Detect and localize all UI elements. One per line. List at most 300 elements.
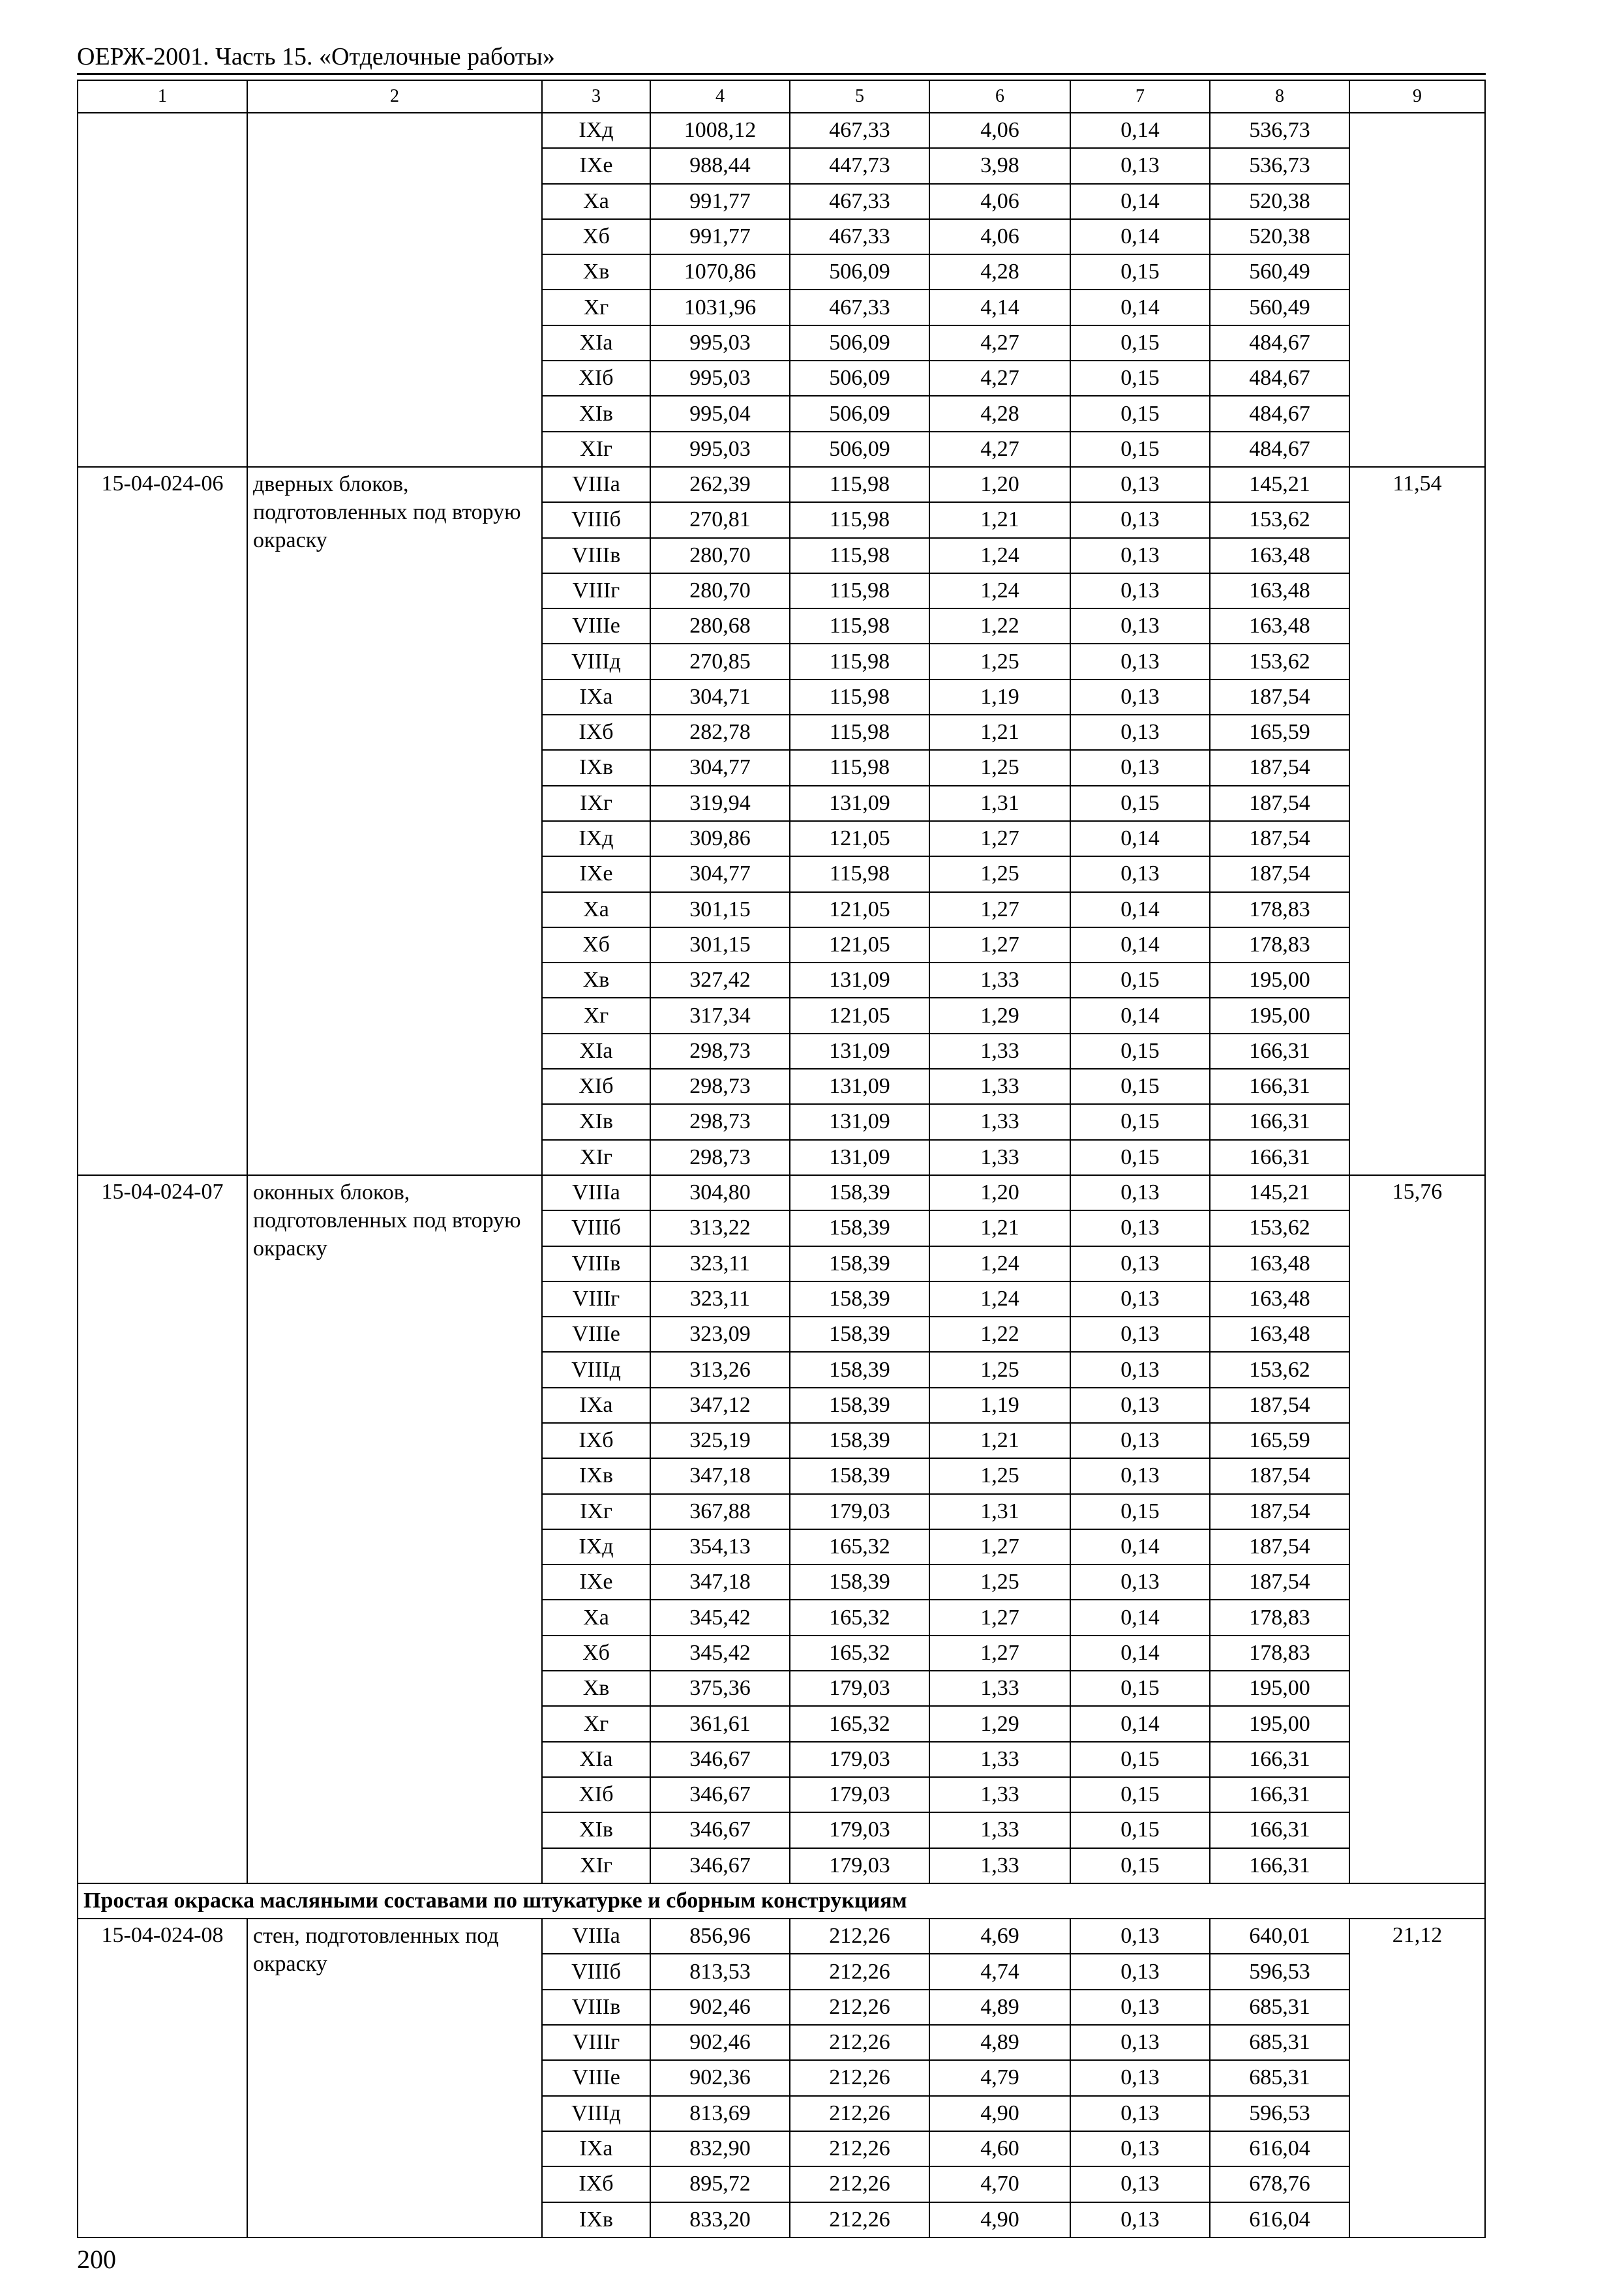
zone-cell: VIIIд [542,1352,650,1387]
zone-cell: XIв [542,1812,650,1848]
value-col7: 0,13 [1070,1281,1210,1317]
value-col8: 536,73 [1210,148,1349,183]
value-col7: 0,14 [1070,1706,1210,1741]
zone-cell: IXг [542,1494,650,1529]
value-col7: 0,15 [1070,361,1210,396]
value-col4: 319,94 [650,786,790,821]
value-col7: 0,13 [1070,148,1210,183]
zone-cell: IXе [542,148,650,183]
zone-cell: Xг [542,1706,650,1741]
value-col5: 467,33 [790,219,929,254]
value-col7: 0,13 [1070,1210,1210,1246]
value-col5: 121,05 [790,821,929,856]
table-row [78,1175,1485,1210]
value-col7: 0,13 [1070,2202,1210,2237]
value-col7: 0,13 [1070,1919,1210,1954]
value-col7: 0,13 [1070,2166,1210,2202]
value-col5: 115,98 [790,467,929,502]
work-description [247,113,542,467]
rate-code: 15-04-024-07 [78,1175,247,1883]
value-col7: 0,13 [1070,538,1210,573]
value-col6: 1,27 [929,821,1070,856]
column-number: 1 [78,80,247,113]
value-col7: 0,13 [1070,502,1210,537]
value-col4: 282,78 [650,715,790,750]
value-col8: 685,31 [1210,1990,1349,2025]
value-col4: 345,42 [650,1636,790,1671]
value-col5: 115,98 [790,502,929,537]
value-col4: 313,26 [650,1352,790,1387]
value-col5: 158,39 [790,1423,929,1458]
value-col8: 166,31 [1210,1812,1349,1848]
value-col6: 1,31 [929,786,1070,821]
value-col6: 1,25 [929,856,1070,891]
value-col8: 187,54 [1210,1564,1349,1600]
value-col4: 902,46 [650,2025,790,2060]
value-col7: 0,13 [1070,644,1210,679]
zone-cell: IXд [542,821,650,856]
page-header: ОЕРЖ-2001. Часть 15. «Отделочные работы» [77,43,555,70]
value-col5: 121,05 [790,892,929,927]
value-col8: 153,62 [1210,1352,1349,1387]
column-number: 4 [650,80,790,113]
value-col6: 1,24 [929,573,1070,608]
value-col4: 270,81 [650,502,790,537]
zone-cell: Xв [542,254,650,290]
value-col5: 467,33 [790,290,929,325]
zone-cell: VIIIа [542,1919,650,1954]
value-col6: 1,33 [929,1034,1070,1069]
zone-cell: Xб [542,1636,650,1671]
zone-cell: XIа [542,1742,650,1777]
value-col8: 187,54 [1210,1529,1349,1564]
value-col8: 596,53 [1210,1954,1349,1989]
column-number: 2 [247,80,542,113]
value-col8: 520,38 [1210,219,1349,254]
value-col5: 179,03 [790,1848,929,1883]
value-col6: 1,20 [929,467,1070,502]
value-col7: 0,15 [1070,254,1210,290]
value-col4: 262,39 [650,467,790,502]
value-col7: 0,15 [1070,1494,1210,1529]
value-col6: 1,24 [929,538,1070,573]
value-col5: 158,39 [790,1281,929,1317]
value-col8: 165,59 [1210,1423,1349,1458]
value-col8: 195,00 [1210,1706,1349,1741]
value-col8: 163,48 [1210,1281,1349,1317]
rate-code: 15-04-024-06 [78,467,247,1175]
value-col7: 0,15 [1070,1034,1210,1069]
value-col4: 1070,86 [650,254,790,290]
value-col8: 166,31 [1210,1742,1349,1777]
value-col7: 0,13 [1070,1388,1210,1423]
value-col5: 158,39 [790,1175,929,1210]
value-col8: 145,21 [1210,467,1349,502]
value-col6: 1,25 [929,750,1070,785]
zone-cell: IXа [542,2131,650,2166]
value-col7: 0,14 [1070,927,1210,963]
zone-cell: VIIIе [542,608,650,644]
value-col4: 346,67 [650,1848,790,1883]
value-col8: 166,31 [1210,1777,1349,1812]
value-col7: 0,13 [1070,1175,1210,1210]
zone-cell: IXа [542,1388,650,1423]
value-col4: 995,03 [650,325,790,361]
zone-cell: VIIIд [542,2096,650,2131]
value-col7: 0,13 [1070,1954,1210,1989]
column-number: 6 [929,80,1070,113]
value-col6: 4,70 [929,2166,1070,2202]
value-col4: 298,73 [650,1069,790,1104]
value-col7: 0,14 [1070,290,1210,325]
value-col7: 0,13 [1070,2096,1210,2131]
value-col5: 131,09 [790,963,929,998]
value-col5: 115,98 [790,680,929,715]
value-col8: 195,00 [1210,1671,1349,1706]
value-col5: 115,98 [790,856,929,891]
value-col8: 153,62 [1210,502,1349,537]
value-col4: 375,36 [650,1671,790,1706]
value-col6: 4,60 [929,2131,1070,2166]
value-col6: 1,19 [929,680,1070,715]
value-col6: 1,19 [929,1388,1070,1423]
value-col5: 212,26 [790,2060,929,2095]
table-row [78,1919,1485,1954]
value-col7: 0,14 [1070,1600,1210,1635]
zone-cell: VIIIд [542,644,650,679]
zone-cell: VIIIг [542,573,650,608]
value-col4: 280,68 [650,608,790,644]
value-col8: 560,49 [1210,254,1349,290]
zone-cell: IXд [542,1529,650,1564]
zone-cell: VIIIе [542,1317,650,1352]
value-col7: 0,13 [1070,2131,1210,2166]
zone-cell: IXа [542,680,650,715]
value-col6: 1,29 [929,1706,1070,1741]
value-col5: 179,03 [790,1812,929,1848]
value-col7: 0,15 [1070,396,1210,431]
value-col4: 304,80 [650,1175,790,1210]
value-col6: 1,33 [929,1848,1070,1883]
value-col4: 304,71 [650,680,790,715]
value-col6: 1,21 [929,1210,1070,1246]
value-col8: 596,53 [1210,2096,1349,2131]
value-col6: 1,21 [929,715,1070,750]
value-col5: 506,09 [790,432,929,467]
zone-cell: XIб [542,1777,650,1812]
value-col5: 131,09 [790,1034,929,1069]
value-col6: 4,90 [929,2096,1070,2131]
value-col4: 832,90 [650,2131,790,2166]
zone-cell: VIIIб [542,1210,650,1246]
value-col5: 165,32 [790,1529,929,1564]
value-col4: 270,85 [650,644,790,679]
value-col6: 1,27 [929,1636,1070,1671]
value-col4: 895,72 [650,2166,790,2202]
zone-cell: XIа [542,1034,650,1069]
value-col6: 1,33 [929,1104,1070,1139]
value-col6: 4,06 [929,113,1070,148]
value-col7: 0,14 [1070,1529,1210,1564]
value-col8: 163,48 [1210,608,1349,644]
value-col7: 0,15 [1070,432,1210,467]
value-col6: 4,90 [929,2202,1070,2237]
section-heading-row [78,1883,1485,1919]
value-col5: 158,39 [790,1564,929,1600]
column-number-row [78,80,1485,113]
section-heading: Простая окраска масляными составами по штукатурке и сборным конструкциям [78,1883,1485,1919]
value-col8: 187,54 [1210,786,1349,821]
value-col8: 195,00 [1210,963,1349,998]
value-col8: 616,04 [1210,2202,1349,2237]
value-col8: 484,67 [1210,432,1349,467]
value-col4: 317,34 [650,998,790,1033]
column-number: 5 [790,80,929,113]
value-col5: 158,39 [790,1317,929,1352]
value-col6: 1,27 [929,927,1070,963]
value-col4: 1008,12 [650,113,790,148]
value-col4: 346,67 [650,1742,790,1777]
value-col6: 4,74 [929,1954,1070,1989]
value-col6: 4,27 [929,432,1070,467]
value-col7: 0,13 [1070,715,1210,750]
value-col6: 1,25 [929,1564,1070,1600]
zone-cell: VIIIг [542,2025,650,2060]
value-col7: 0,13 [1070,608,1210,644]
value-col4: 309,86 [650,821,790,856]
value-col6: 1,24 [929,1246,1070,1281]
value-col7: 0,13 [1070,573,1210,608]
value-col9: 21,12 [1349,1919,1485,2237]
value-col4: 991,77 [650,184,790,219]
value-col6: 1,33 [929,1140,1070,1175]
zone-cell: IXб [542,2166,650,2202]
value-col7: 0,15 [1070,1069,1210,1104]
value-col7: 0,13 [1070,1458,1210,1493]
value-col8: 163,48 [1210,538,1349,573]
header-rule [77,73,1486,75]
value-col5: 115,98 [790,644,929,679]
value-col8: 560,49 [1210,290,1349,325]
value-col6: 1,22 [929,1317,1070,1352]
value-col6: 1,27 [929,892,1070,927]
value-col4: 902,36 [650,2060,790,2095]
value-col5: 212,26 [790,1990,929,2025]
value-col5: 212,26 [790,2202,929,2237]
value-col6: 4,27 [929,361,1070,396]
value-col8: 640,01 [1210,1919,1349,1954]
value-col4: 367,88 [650,1494,790,1529]
zone-cell: VIIIв [542,1246,650,1281]
value-col5: 179,03 [790,1671,929,1706]
value-col6: 4,28 [929,396,1070,431]
value-col4: 327,42 [650,963,790,998]
value-col9: 15,76 [1349,1175,1485,1883]
column-number: 8 [1210,80,1349,113]
zone-cell: IXе [542,856,650,891]
rates-table [77,80,1486,2238]
value-col6: 1,25 [929,644,1070,679]
value-col4: 856,96 [650,1919,790,1954]
value-col6: 3,98 [929,148,1070,183]
value-col8: 536,73 [1210,113,1349,148]
value-col5: 158,39 [790,1458,929,1493]
value-col6: 1,25 [929,1352,1070,1387]
value-col8: 484,67 [1210,325,1349,361]
value-col4: 323,09 [650,1317,790,1352]
value-col5: 115,98 [790,715,929,750]
value-col8: 187,54 [1210,680,1349,715]
value-col8: 520,38 [1210,184,1349,219]
value-col4: 354,13 [650,1529,790,1564]
zone-cell: IXб [542,715,650,750]
value-col5: 115,98 [790,608,929,644]
value-col4: 304,77 [650,856,790,891]
value-col7: 0,15 [1070,1812,1210,1848]
value-col8: 178,83 [1210,1636,1349,1671]
zone-cell: VIIIе [542,2060,650,2095]
value-col6: 1,33 [929,1742,1070,1777]
value-col6: 1,33 [929,1777,1070,1812]
zone-cell: Xб [542,219,650,254]
value-col4: 298,73 [650,1140,790,1175]
rate-code [78,113,247,467]
value-col4: 323,11 [650,1281,790,1317]
value-col6: 4,79 [929,2060,1070,2095]
value-col6: 1,24 [929,1281,1070,1317]
value-col4: 313,22 [650,1210,790,1246]
zone-cell: VIIIв [542,538,650,573]
value-col4: 347,18 [650,1458,790,1493]
zone-cell: VIIIг [542,1281,650,1317]
value-col5: 158,39 [790,1352,929,1387]
value-col5: 212,26 [790,2096,929,2131]
value-col5: 165,32 [790,1636,929,1671]
value-col5: 165,32 [790,1600,929,1635]
value-col8: 153,62 [1210,644,1349,679]
value-col6: 1,22 [929,608,1070,644]
value-col7: 0,14 [1070,892,1210,927]
value-col4: 1031,96 [650,290,790,325]
zone-cell: Xв [542,963,650,998]
column-number: 3 [542,80,650,113]
value-col5: 179,03 [790,1777,929,1812]
value-col9: 11,54 [1349,467,1485,1175]
value-col7: 0,13 [1070,2060,1210,2095]
zone-cell: XIг [542,1848,650,1883]
value-col6: 1,21 [929,1423,1070,1458]
value-col5: 131,09 [790,1140,929,1175]
value-col7: 0,15 [1070,325,1210,361]
value-col8: 178,83 [1210,1600,1349,1635]
value-col5: 506,09 [790,396,929,431]
table-row [78,113,1485,148]
value-col7: 0,13 [1070,680,1210,715]
zone-cell: IXв [542,1458,650,1493]
zone-cell: Xа [542,1600,650,1635]
value-col7: 0,13 [1070,1990,1210,2025]
value-col7: 0,15 [1070,963,1210,998]
value-col5: 506,09 [790,325,929,361]
zone-cell: Xв [542,1671,650,1706]
value-col5: 447,73 [790,148,929,183]
value-col6: 4,89 [929,2025,1070,2060]
column-number: 7 [1070,80,1210,113]
value-col8: 187,54 [1210,856,1349,891]
value-col6: 4,06 [929,184,1070,219]
zone-cell: XIб [542,361,650,396]
work-description: дверных блоков, подготовленных под вторую окраску [247,467,542,1175]
value-col8: 153,62 [1210,1210,1349,1246]
value-col5: 115,98 [790,573,929,608]
value-col5: 212,26 [790,1919,929,1954]
value-col4: 995,04 [650,396,790,431]
value-col6: 1,20 [929,1175,1070,1210]
value-col6: 1,29 [929,998,1070,1033]
value-col5: 179,03 [790,1742,929,1777]
value-col4: 991,77 [650,219,790,254]
page-number: 200 [77,2245,116,2274]
zone-cell: XIг [542,432,650,467]
value-col8: 163,48 [1210,1317,1349,1352]
value-col7: 0,13 [1070,1352,1210,1387]
value-col6: 1,33 [929,1671,1070,1706]
value-col6: 1,27 [929,1600,1070,1635]
zone-cell: IXд [542,113,650,148]
zone-cell: VIIIб [542,1954,650,1989]
value-col8: 187,54 [1210,1494,1349,1529]
value-col4: 301,15 [650,927,790,963]
table-body [78,80,1485,2237]
zone-cell: XIб [542,1069,650,1104]
zone-cell: VIIIб [542,502,650,537]
value-col8: 165,59 [1210,715,1349,750]
value-col4: 995,03 [650,432,790,467]
value-col4: 304,77 [650,750,790,785]
value-col7: 0,15 [1070,1671,1210,1706]
zone-cell: XIа [542,325,650,361]
value-col6: 1,27 [929,1529,1070,1564]
value-col8: 187,54 [1210,821,1349,856]
value-col4: 325,19 [650,1423,790,1458]
value-col8: 484,67 [1210,396,1349,431]
value-col5: 131,09 [790,1104,929,1139]
value-col6: 4,06 [929,219,1070,254]
value-col7: 0,15 [1070,1140,1210,1175]
value-col4: 347,18 [650,1564,790,1600]
value-col7: 0,13 [1070,1423,1210,1458]
value-col8: 685,31 [1210,2025,1349,2060]
value-col5: 467,33 [790,184,929,219]
zone-cell: Xб [542,927,650,963]
value-col4: 902,46 [650,1990,790,2025]
value-col4: 347,12 [650,1388,790,1423]
value-col5: 121,05 [790,927,929,963]
work-description: оконных блоков, подготовленных под вторую окраску [247,1175,542,1883]
value-col5: 212,26 [790,1954,929,1989]
value-col5: 212,26 [790,2025,929,2060]
zone-cell: VIIIа [542,1175,650,1210]
value-col7: 0,13 [1070,467,1210,502]
value-col5: 158,39 [790,1210,929,1246]
value-col5: 131,09 [790,1069,929,1104]
value-col6: 4,14 [929,290,1070,325]
value-col6: 1,25 [929,1458,1070,1493]
zone-cell: VIIIа [542,467,650,502]
zone-cell: Xг [542,998,650,1033]
value-col5: 212,26 [790,2166,929,2202]
value-col7: 0,14 [1070,113,1210,148]
